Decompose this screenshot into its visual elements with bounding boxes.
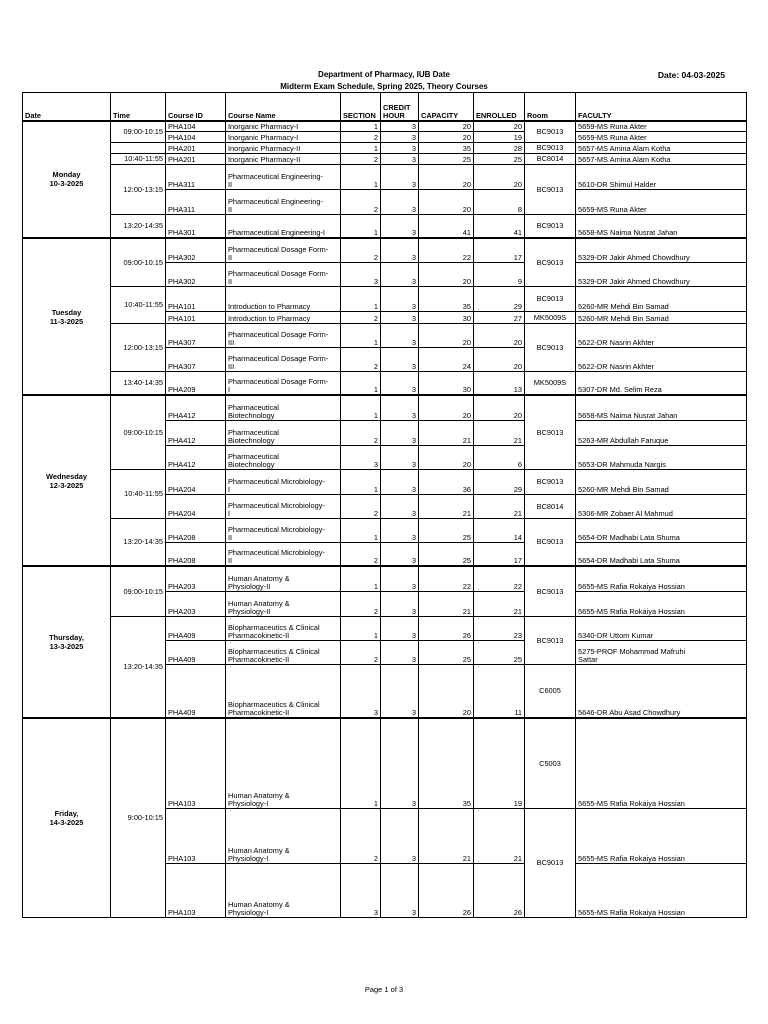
table-row: [23, 214, 747, 238]
room-cell: BC9013: [525, 286, 576, 311]
section-cell: 2: [341, 238, 381, 262]
credit-hour-cell: 3: [381, 286, 419, 311]
course-id-cell: PHA204: [166, 494, 226, 518]
faculty-cell: 5275-PROF Mohammad Mafruhi Sattar: [576, 640, 747, 664]
section-cell: 1: [341, 469, 381, 494]
time-cell: 13:40-14:35: [111, 371, 166, 395]
course-id-cell: PHA101: [166, 286, 226, 311]
section-cell: 3: [341, 445, 381, 469]
course-id-cell: PHA301: [166, 214, 226, 238]
time-cell: 13:20-14:35: [111, 214, 166, 238]
table-row: [23, 121, 747, 132]
faculty-cell: 5655-MS Rafia Rokaiya Hossian: [576, 566, 747, 591]
enrolled-cell: 29: [474, 286, 525, 311]
section-cell: 1: [341, 121, 381, 132]
room-cell: BC8014: [525, 494, 576, 518]
room-cell: BC9013: [525, 518, 576, 566]
enrolled-cell: 21: [474, 420, 525, 445]
faculty-cell: 5659-MS Runa Akter: [576, 189, 747, 214]
course-id-cell: PHA208: [166, 518, 226, 542]
section-cell: 1: [341, 286, 381, 311]
faculty-cell: 5655-MS Rafia Rokaiya Hossian: [576, 808, 747, 863]
course-id-cell: PHA311: [166, 189, 226, 214]
faculty-cell: 5658-MS Naima Nusrat Jahan: [576, 395, 747, 420]
room-cell: BC9013: [525, 214, 576, 238]
col-capacity-header: CAPACITY: [419, 93, 474, 121]
course-name-cell: Human Anatomy & Physiology-II: [226, 591, 341, 616]
credit-hour-cell: 3: [381, 121, 419, 132]
credit-hour-cell: 3: [381, 347, 419, 371]
table-row: [23, 518, 747, 542]
credit-hour-cell: 3: [381, 420, 419, 445]
table-row: [23, 469, 747, 494]
page-footer: Page 1 of 3: [364, 985, 404, 994]
enrolled-cell: 25: [474, 640, 525, 664]
course-id-cell: PHA101: [166, 311, 226, 323]
time-cell: 10:40-11:55: [111, 469, 166, 518]
enrolled-cell: 17: [474, 542, 525, 566]
course-name-cell: Human Anatomy & Physiology-I: [226, 863, 341, 917]
time-cell: 12:00-13:15: [111, 323, 166, 371]
capacity-cell: 25: [419, 153, 474, 164]
faculty-cell: 5655-MS Rafia Rokaiya Hossian: [576, 591, 747, 616]
course-name-cell: Pharmaceutical Microbiology- I: [226, 494, 341, 518]
enrolled-cell: 25: [474, 153, 525, 164]
credit-hour-cell: 3: [381, 238, 419, 262]
room-cell: BC9013: [525, 142, 576, 153]
section-cell: 1: [341, 164, 381, 189]
enrolled-cell: 20: [474, 323, 525, 347]
course-name-cell: Human Anatomy & Physiology-I: [226, 808, 341, 863]
room-cell: C6005: [525, 664, 576, 718]
section-cell: 1: [341, 371, 381, 395]
col-course-name-header: Course Name: [226, 93, 341, 121]
section-cell: 2: [341, 591, 381, 616]
credit-hour-cell: 3: [381, 164, 419, 189]
course-id-cell: PHA302: [166, 262, 226, 286]
capacity-cell: 22: [419, 566, 474, 591]
faculty-cell: 5659-MS Runa Akter: [576, 131, 747, 142]
course-id-cell: PHA409: [166, 616, 226, 640]
section-cell: 2: [341, 131, 381, 142]
faculty-cell: 5622-DR Nasrin Akhter: [576, 323, 747, 347]
table-row: [23, 164, 747, 189]
faculty-cell: 5307-DR Md. Selim Reza: [576, 371, 747, 395]
capacity-cell: 20: [419, 395, 474, 420]
time-cell: 09:00-10:15: [111, 566, 166, 616]
capacity-cell: 21: [419, 808, 474, 863]
enrolled-cell: 17: [474, 238, 525, 262]
course-name-cell: Pharmaceutical Microbiology- II: [226, 518, 341, 542]
faculty-cell: 5659-MS Runa Akter: [576, 121, 747, 132]
capacity-cell: 20: [419, 323, 474, 347]
enrolled-cell: 20: [474, 121, 525, 132]
room-cell: BC9013: [525, 238, 576, 286]
faculty-cell: 5646-DR Abu Asad Chowdhury: [576, 664, 747, 718]
section-cell: 2: [341, 311, 381, 323]
room-cell: MK5009S: [525, 311, 576, 323]
enrolled-cell: 28: [474, 142, 525, 153]
enrolled-cell: 21: [474, 808, 525, 863]
course-name-cell: Pharmaceutical Dosage Form- I: [226, 371, 341, 395]
col-enrolled-header: ENROLLED: [474, 93, 525, 121]
faculty-cell: 5657-MS Amina Alam Kotha: [576, 142, 747, 153]
course-id-cell: PHA302: [166, 238, 226, 262]
section-cell: 3: [341, 863, 381, 917]
capacity-cell: 25: [419, 640, 474, 664]
col-room-header: Room: [525, 93, 576, 121]
course-name-cell: Introduction to Pharmacy: [226, 311, 341, 323]
course-name-cell: Biopharmaceutics & Clinical Pharmacokinetic-II: [226, 640, 341, 664]
capacity-cell: 21: [419, 494, 474, 518]
table-row: [23, 153, 747, 164]
capacity-cell: 35: [419, 142, 474, 153]
capacity-cell: 20: [419, 131, 474, 142]
room-cell: BC9013: [525, 323, 576, 371]
time-cell: [111, 142, 166, 153]
capacity-cell: 35: [419, 718, 474, 808]
room-cell: BC9013: [525, 469, 576, 494]
course-id-cell: PHA409: [166, 640, 226, 664]
course-id-cell: PHA201: [166, 142, 226, 153]
section-cell: 2: [341, 153, 381, 164]
time-cell: 13:20-14:35: [111, 616, 166, 718]
credit-hour-cell: 3: [381, 469, 419, 494]
room-cell: BC9013: [525, 616, 576, 664]
enrolled-cell: 13: [474, 371, 525, 395]
credit-hour-cell: 3: [381, 395, 419, 420]
room-cell: BC9013: [525, 164, 576, 214]
course-id-cell: PHA307: [166, 347, 226, 371]
section-cell: 1: [341, 566, 381, 591]
schedule-title: Midterm Exam Schedule, Spring 2025, Theory Courses: [280, 82, 488, 91]
section-cell: 2: [341, 542, 381, 566]
capacity-cell: 25: [419, 542, 474, 566]
room-cell: MK5009S: [525, 371, 576, 395]
course-name-cell: Pharmaceutical Biotechnology: [226, 395, 341, 420]
credit-hour-cell: 3: [381, 808, 419, 863]
course-name-cell: Pharmaceutical Engineering- II: [226, 189, 341, 214]
faculty-cell: 5610-DR Shimul Halder: [576, 164, 747, 189]
course-name-cell: Inorganic Pharmacy-II: [226, 153, 341, 164]
table-row: [23, 616, 747, 640]
col-faculty-header: FACULTY: [576, 93, 747, 121]
course-id-cell: PHA201: [166, 153, 226, 164]
credit-hour-cell: 3: [381, 142, 419, 153]
capacity-cell: 22: [419, 238, 474, 262]
time-cell: 12:00-13:15: [111, 164, 166, 214]
course-id-cell: PHA104: [166, 131, 226, 142]
enrolled-cell: 27: [474, 311, 525, 323]
section-cell: 2: [341, 189, 381, 214]
time-cell: 10:40-11:55: [111, 153, 166, 164]
capacity-cell: 20: [419, 664, 474, 718]
course-id-cell: PHA307: [166, 323, 226, 347]
room-cell: C5003: [525, 718, 576, 808]
faculty-cell: 5260-MR Mehdi Bin Samad: [576, 311, 747, 323]
enrolled-cell: 21: [474, 591, 525, 616]
enrolled-cell: 8: [474, 189, 525, 214]
time-cell: 13:20-14:35: [111, 518, 166, 566]
faculty-cell: 5653-DR Mahmuda Nargis: [576, 445, 747, 469]
table-row: [23, 718, 747, 808]
capacity-cell: 41: [419, 214, 474, 238]
room-cell: BC9013: [525, 395, 576, 469]
faculty-cell: 5658-MS Naima Nusrat Jahan: [576, 214, 747, 238]
capacity-cell: 21: [419, 591, 474, 616]
course-name-cell: Pharmaceutical Dosage Form- II: [226, 238, 341, 262]
capacity-cell: 24: [419, 347, 474, 371]
section-cell: 2: [341, 347, 381, 371]
course-id-cell: PHA412: [166, 395, 226, 420]
credit-hour-cell: 3: [381, 131, 419, 142]
date-cell: Tuesday 11-3-2025: [23, 238, 111, 395]
section-cell: 1: [341, 142, 381, 153]
course-name-cell: Human Anatomy & Physiology-II: [226, 566, 341, 591]
col-credit-header: CREDIT HOUR: [381, 93, 419, 121]
course-name-cell: Pharmaceutical Dosage Form- III: [226, 323, 341, 347]
table-row: [23, 323, 747, 347]
exam-schedule-table: [22, 92, 747, 918]
time-cell: 09:00-10:15: [111, 395, 166, 469]
course-name-cell: Human Anatomy & Physiology-I: [226, 718, 341, 808]
faculty-cell: 5655-MS Rafia Rokaiya Hossian: [576, 863, 747, 917]
faculty-cell: 5263-MR Abdullah Faruque: [576, 420, 747, 445]
capacity-cell: 36: [419, 469, 474, 494]
faculty-cell: 5657-MS Amina Alam Kotha: [576, 153, 747, 164]
capacity-cell: 20: [419, 262, 474, 286]
credit-hour-cell: 3: [381, 718, 419, 808]
capacity-cell: 35: [419, 286, 474, 311]
department-title: Department of Pharmacy, IUB Date: [318, 70, 450, 79]
enrolled-cell: 11: [474, 664, 525, 718]
section-cell: 2: [341, 494, 381, 518]
room-cell: BC9013: [525, 121, 576, 143]
document-date: Date: 04-03-2025: [657, 70, 725, 80]
credit-hour-cell: 3: [381, 371, 419, 395]
credit-hour-cell: 3: [381, 153, 419, 164]
credit-hour-cell: 3: [381, 518, 419, 542]
course-name-cell: Pharmaceutical Microbiology- II: [226, 542, 341, 566]
course-id-cell: PHA103: [166, 808, 226, 863]
section-cell: 1: [341, 616, 381, 640]
time-cell: 9:00-10:15: [111, 718, 166, 917]
capacity-cell: 20: [419, 445, 474, 469]
time-cell: 09:00-10:15: [111, 121, 166, 143]
table-row: [23, 371, 747, 395]
course-id-cell: PHA409: [166, 664, 226, 718]
header-row: [23, 93, 747, 121]
table-row: [23, 395, 747, 420]
capacity-cell: 25: [419, 518, 474, 542]
course-id-cell: PHA203: [166, 566, 226, 591]
credit-hour-cell: 3: [381, 311, 419, 323]
section-cell: 1: [341, 214, 381, 238]
faculty-cell: 5654-DR Madhabi Lata Shuma: [576, 518, 747, 542]
enrolled-cell: 20: [474, 395, 525, 420]
course-id-cell: PHA412: [166, 445, 226, 469]
col-section-header: SECTION: [341, 93, 381, 121]
course-id-cell: PHA104: [166, 121, 226, 132]
col-date-header: Date: [23, 93, 111, 121]
credit-hour-cell: 3: [381, 616, 419, 640]
faculty-cell: 5329-DR Jakir Ahmed Chowdhury: [576, 238, 747, 262]
course-name-cell: Pharmaceutical Dosage Form- III: [226, 347, 341, 371]
enrolled-cell: 9: [474, 262, 525, 286]
col-time-header: Time: [111, 93, 166, 121]
course-name-cell: Pharmaceutical Engineering-I: [226, 214, 341, 238]
col-course-id-header: Course ID: [166, 93, 226, 121]
course-id-cell: PHA103: [166, 718, 226, 808]
faculty-cell: 5329-DR Jakir Ahmed Chowdhury: [576, 262, 747, 286]
credit-hour-cell: 3: [381, 863, 419, 917]
credit-hour-cell: 3: [381, 494, 419, 518]
course-name-cell: Biopharmaceutics & Clinical Pharmacokinetic-II: [226, 664, 341, 718]
date-cell: Monday 10-3-2025: [23, 121, 111, 239]
course-name-cell: Inorganic Pharmacy-I: [226, 131, 341, 142]
enrolled-cell: 23: [474, 616, 525, 640]
credit-hour-cell: 3: [381, 262, 419, 286]
enrolled-cell: 6: [474, 445, 525, 469]
time-cell: 09:00-10:15: [111, 238, 166, 286]
course-id-cell: PHA311: [166, 164, 226, 189]
faculty-cell: 5655-MS Rafia Rokaiya Hossian: [576, 718, 747, 808]
time-cell: 10:40-11:55: [111, 286, 166, 323]
faculty-cell: 5306-MR Zobaer Al Mahmud: [576, 494, 747, 518]
section-cell: 1: [341, 395, 381, 420]
course-name-cell: Inorganic Pharmacy-II: [226, 142, 341, 153]
section-cell: 1: [341, 323, 381, 347]
section-cell: 2: [341, 640, 381, 664]
credit-hour-cell: 3: [381, 189, 419, 214]
course-id-cell: PHA203: [166, 591, 226, 616]
enrolled-cell: 41: [474, 214, 525, 238]
course-id-cell: PHA209: [166, 371, 226, 395]
course-name-cell: Pharmaceutical Biotechnology: [226, 420, 341, 445]
table-row: [23, 566, 747, 591]
enrolled-cell: 26: [474, 863, 525, 917]
capacity-cell: 20: [419, 189, 474, 214]
course-name-cell: Pharmaceutical Engineering- II: [226, 164, 341, 189]
enrolled-cell: 14: [474, 518, 525, 542]
capacity-cell: 20: [419, 121, 474, 132]
section-cell: 3: [341, 664, 381, 718]
room-cell: BC9013: [525, 566, 576, 616]
faculty-cell: 5260-MR Mehdi Bin Samad: [576, 286, 747, 311]
capacity-cell: 21: [419, 420, 474, 445]
table-row: [23, 142, 747, 153]
faculty-cell: 5260-MR Mehdi Bin Samad: [576, 469, 747, 494]
course-name-cell: Pharmaceutical Microbiology- I: [226, 469, 341, 494]
credit-hour-cell: 3: [381, 591, 419, 616]
credit-hour-cell: 3: [381, 640, 419, 664]
course-name-cell: Pharmaceutical Dosage Form- II: [226, 262, 341, 286]
section-cell: 3: [341, 262, 381, 286]
course-id-cell: PHA208: [166, 542, 226, 566]
course-id-cell: PHA204: [166, 469, 226, 494]
enrolled-cell: 29: [474, 469, 525, 494]
capacity-cell: 26: [419, 863, 474, 917]
credit-hour-cell: 3: [381, 566, 419, 591]
capacity-cell: 30: [419, 371, 474, 395]
credit-hour-cell: 3: [381, 445, 419, 469]
section-cell: 2: [341, 808, 381, 863]
credit-hour-cell: 3: [381, 542, 419, 566]
section-cell: 1: [341, 518, 381, 542]
enrolled-cell: 21: [474, 494, 525, 518]
capacity-cell: 20: [419, 164, 474, 189]
section-cell: 1: [341, 718, 381, 808]
course-name-cell: Inorganic Pharmacy-I: [226, 121, 341, 132]
enrolled-cell: 22: [474, 566, 525, 591]
table-row: [23, 286, 747, 311]
capacity-cell: 30: [419, 311, 474, 323]
faculty-cell: 5622-DR Nasrin Akhter: [576, 347, 747, 371]
faculty-cell: 5340-DR Uttom Kumar: [576, 616, 747, 640]
enrolled-cell: 20: [474, 164, 525, 189]
table-row: [23, 238, 747, 262]
enrolled-cell: 20: [474, 347, 525, 371]
capacity-cell: 26: [419, 616, 474, 640]
credit-hour-cell: 3: [381, 323, 419, 347]
enrolled-cell: 19: [474, 718, 525, 808]
credit-hour-cell: 3: [381, 664, 419, 718]
enrolled-cell: 19: [474, 131, 525, 142]
date-cell: Friday, 14-3-2025: [23, 718, 111, 917]
faculty-cell: 5654-DR Madhabi Lata Shuma: [576, 542, 747, 566]
course-id-cell: PHA412: [166, 420, 226, 445]
date-cell: Wednesday 12-3-2025: [23, 395, 111, 566]
course-name-cell: Biopharmaceutics & Clinical Pharmacokinetic-II: [226, 616, 341, 640]
credit-hour-cell: 3: [381, 214, 419, 238]
room-cell: BC9013: [525, 808, 576, 917]
course-name-cell: Pharmaceutical Biotechnology: [226, 445, 341, 469]
date-cell: Thursday, 13-3-2025: [23, 566, 111, 718]
room-cell: BC8014: [525, 153, 576, 164]
course-id-cell: PHA103: [166, 863, 226, 917]
course-name-cell: Introduction to Pharmacy: [226, 286, 341, 311]
section-cell: 2: [341, 420, 381, 445]
